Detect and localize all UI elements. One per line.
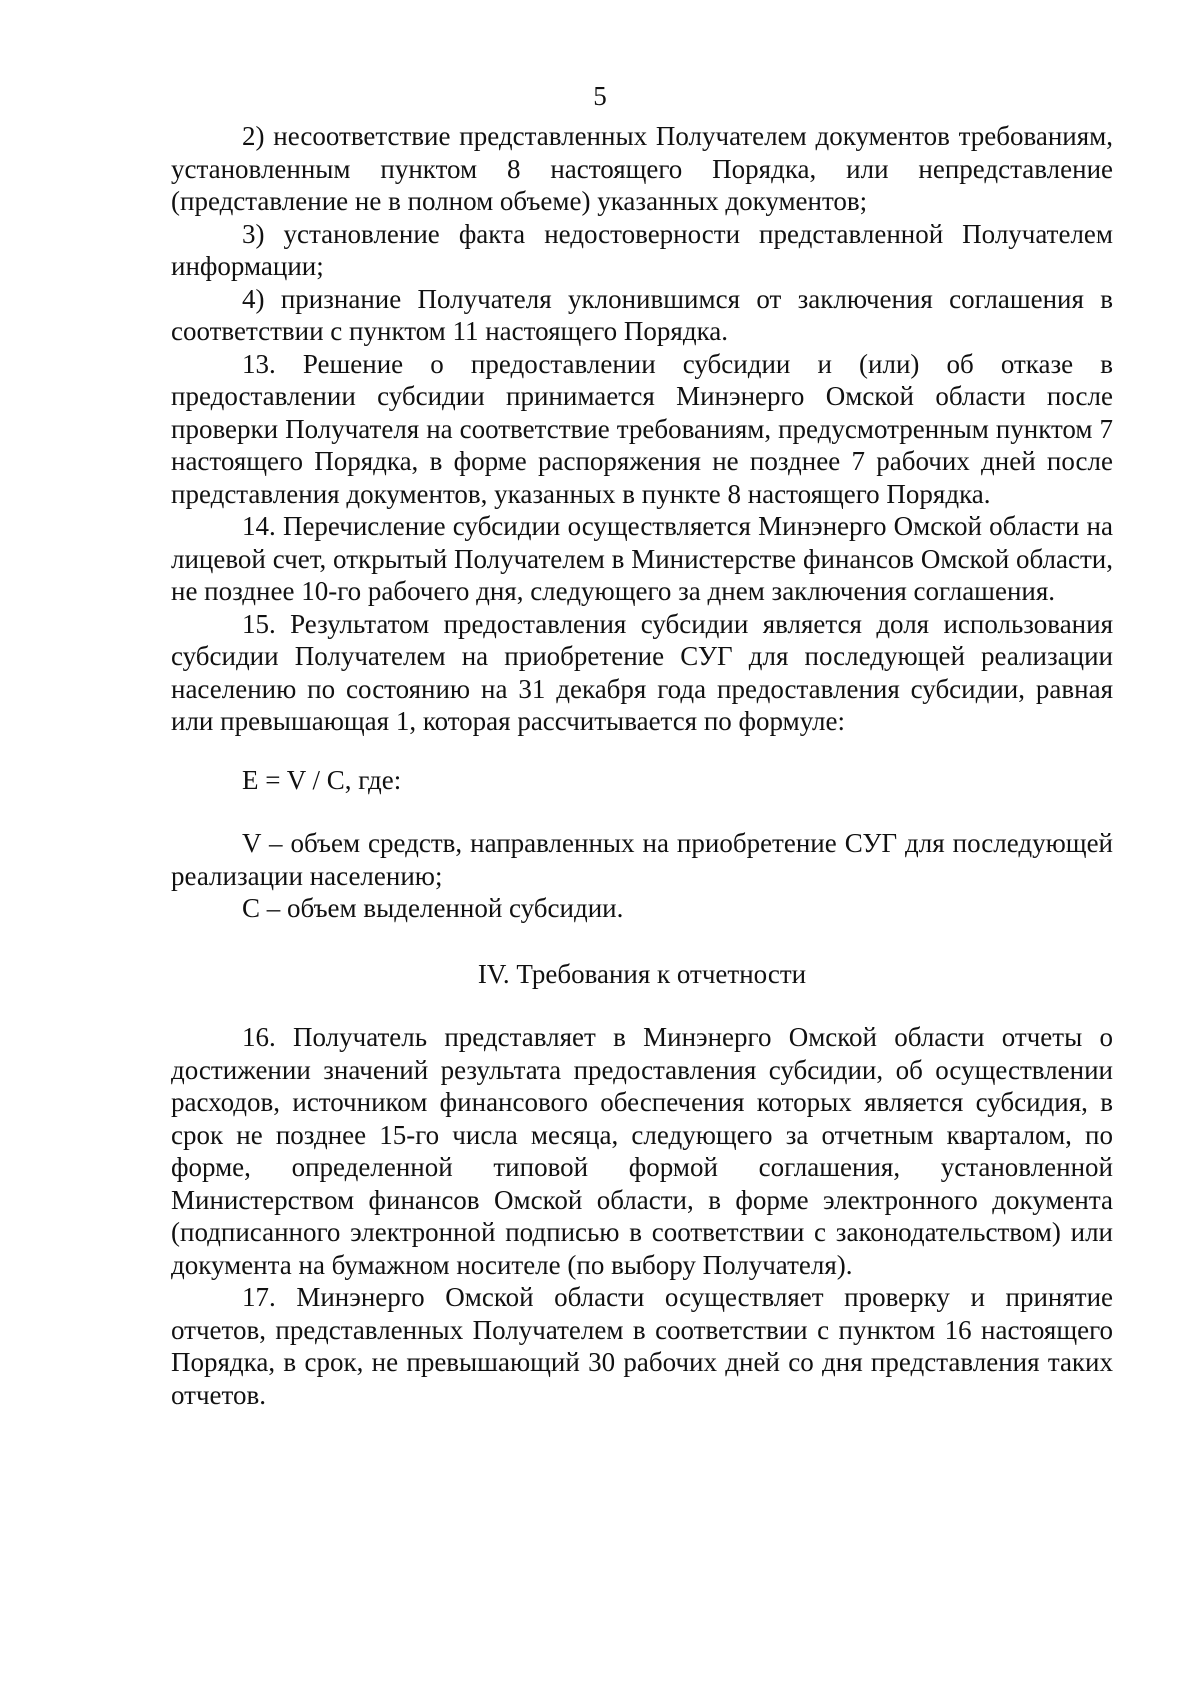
paragraph-item-2: 2) несоответствие представленных Получателем документов требованиям, установленным пунктом 8 настоящего Порядка, или непредставление (представление не в полном объеме) указанных документов; bbox=[171, 121, 1113, 216]
paragraph-14: 14. Перечисление субсидии осуществляется Минэнерго Омской области на лицевой счет, открытый Получателем в Министерстве финансов Омской области, не позднее 10-го рабочего дня, следующего за днем заключения соглашения. bbox=[171, 511, 1113, 606]
formula: E = V / C, где: bbox=[242, 764, 402, 795]
paragraph-item-3: 3) установление факта недостоверности представленной Получателем информации; bbox=[171, 218, 1113, 281]
section-heading: IV. Требования к отчетности bbox=[477, 958, 807, 989]
page-number: 5 bbox=[593, 81, 607, 111]
formula-term-c: C – объем выделенной субсидии. bbox=[242, 893, 624, 923]
paragraph-17: 17. Минэнерго Омской области осуществляет проверку и принятие отчетов, представленных Получателем в соответствии с пунктом 16 настоящего Порядка, в срок, не превышающий 30 рабочих дней со дня представления таких отчетов. bbox=[171, 1282, 1113, 1410]
paragraph-15: 15. Результатом предоставления субсидии является доля использования субсидии Получателем на приобретение СУГ для последующей реализации населению по состоянию на 31 декабря года предоставления субсидии, равная или превышающая 1, которая рассчитывается по формуле: bbox=[171, 608, 1113, 736]
paragraph-13: 13. Решение о предоставлении субсидии и (или) об отказе в предоставлении субсидии принимается Минэнерго Омской области после проверки Получателя на соответствие требованиям, предусмотренным пунктом 7 настоящего Порядка, в форме распоряжения не позднее 7 рабочих дней после представления документов, указанных в пункте 8 настоящего Порядка. bbox=[171, 348, 1113, 509]
document-body bbox=[171, 120, 1113, 1411]
paragraph-16: 16. Получатель представляет в Минэнерго Омской области отчеты о достижении значений результата предоставления субсидии, об осуществлении расходов, источником финансового обеспечения которых является субсидия, в срок не позднее 15-го числа месяца, следующего за отчетным кварталом, по форме, определенной типовой формой соглашения, установленной Министерством финансов Омской области, в форме электронного документа (подписанного электронной подписью в соответствии с законодательством) или документа на бумажном носителе (по выбору Получателя). bbox=[171, 1022, 1113, 1280]
paragraph-item-4: 4) признание Получателя уклонившимся от заключения соглашения в соответствии с пунктом 11 настоящего Порядка. bbox=[171, 283, 1113, 346]
formula-term-v: V – объем средств, направленных на приобретение СУГ для последующей реализации населению; bbox=[171, 828, 1113, 891]
